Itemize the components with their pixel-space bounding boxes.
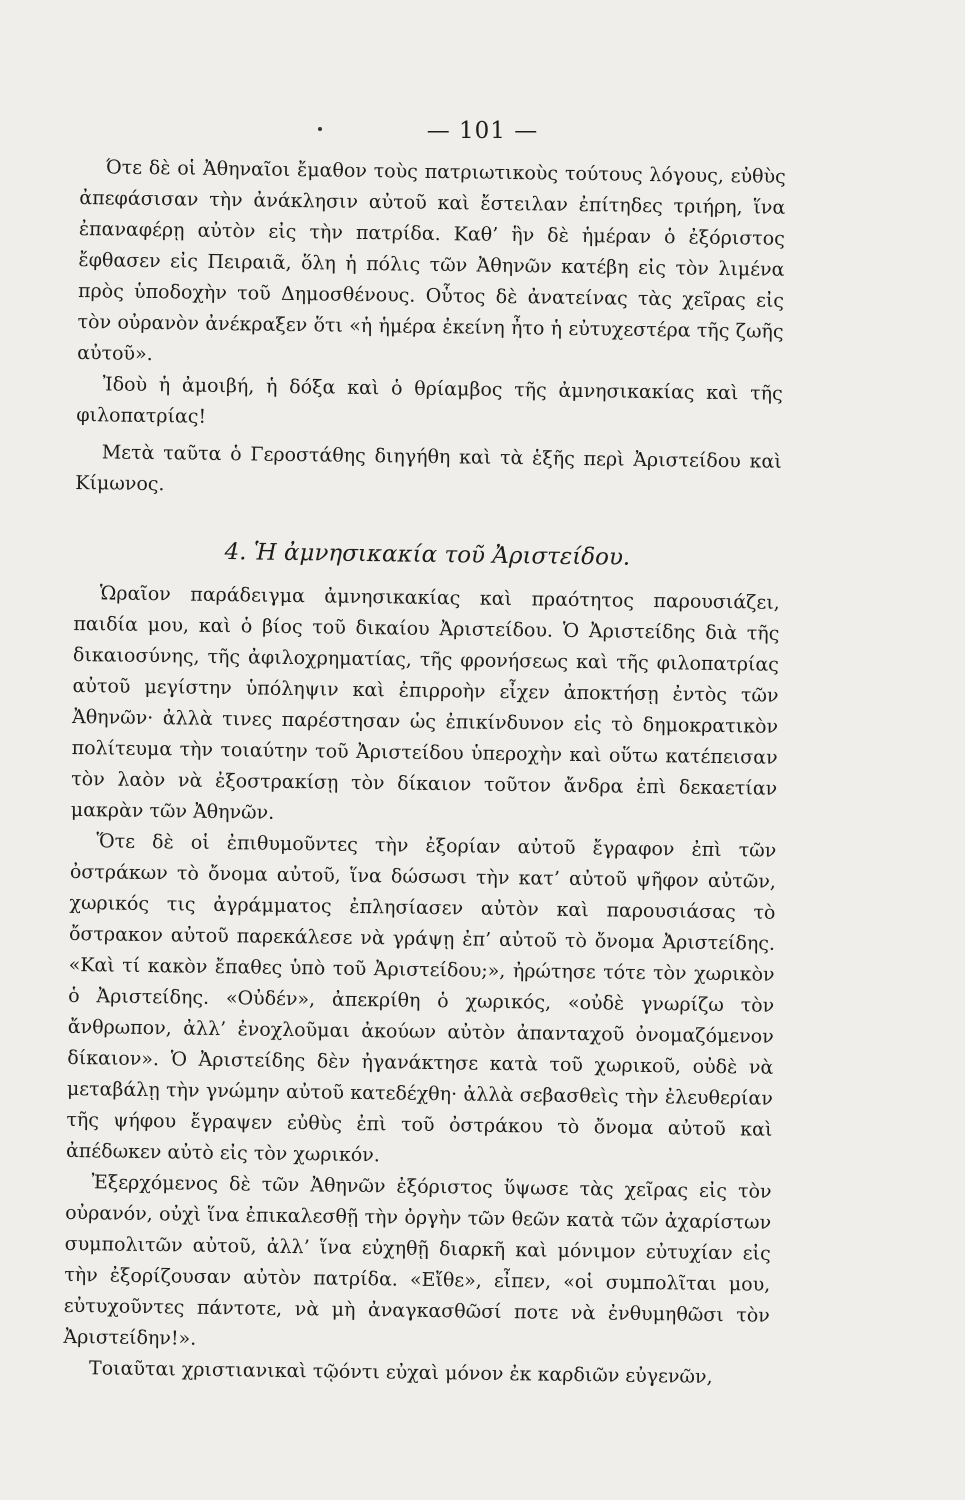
paragraph: Ἰδοὺ ἡ ἀμοιβή, ἡ δόξα καὶ ὁ θρίαμβος τῆς ἀμνησικακίας καὶ τῆς φιλοπατρίας! <box>76 373 783 428</box>
section-heading: 4. Ἡ ἀμνησικακία τοῦ Ἀριστείδου. <box>224 539 631 571</box>
ink-dot <box>318 127 322 131</box>
paragraph: Ὡραῖον παράδειγμα ἀμνησικακίας καὶ πραότητος παρουσιάζει, παιδία μου, καὶ ὁ βίος τοῦ δικαίου Ἀριστείδου. Ὁ Ἀριστείδης διὰ τῆς δικαιοσύνης, τῆς ἀφιλοχρηματίας, τῆς φρονήσεως καὶ τῆς φιλοπατρίας αὐτοῦ μεγίστην ὑπόληψιν καὶ ἐπιρροὴν εἶχεν ἀποκτήσῃ ἐντὸς τῶν Ἀθηνῶν· ἀλλὰ τινες παρέστησαν ὡς ἐπικίνδυνον εἰς τὸ δημοκρατικὸν πολίτευμα τὴν τοιαύτην τοῦ Ἀριστείδου ὑπεροχὴν καὶ οὕτω κατέπεισαν τὸν λαὸν νὰ ἐξοστρακίσῃ τὸν δίκαιον τοῦτον ἄνδρα ἐπὶ δεκαετίαν μακρὰν τῶν Ἀθηνῶν. <box>70 582 780 824</box>
body-text <box>63 152 786 1394</box>
paragraph: Ἐξερχόμενος δὲ τῶν Ἀθηνῶν ἐξόριστος ὕψωσε τὰς χεῖρας εἰς τὸν οὐρανόν, οὐχὶ ἵνα ἐπικαλεσθῇ τὴν ὀργὴν τῶν θεῶν κατὰ τῶν ἀχαρίστων συμπολιτῶν αὐτοῦ, ἀλλ’ ἵνα εὐχηθῇ διαρκῆ καὶ μόνιμον εὐτυχίαν εἰς τὴν ἐξορίζουσαν αὐτὸν πατρίδα. «Εἴθε», εἶπεν, «οἱ συμπολῖται μου, εὐτυχοῦντες πάντοτε, νὰ μὴ ἀναγκασθῶσί ποτε νὰ ἐνθυμηθῶσι τὸν Ἀριστείδην!». <box>63 1171 772 1350</box>
page-header <box>0 118 965 144</box>
paragraph: Μετὰ ταῦτα ὁ Γεροστάθης διηγήθη καὶ τὰ ἑξῆς περὶ Ἀριστείδου καὶ Κίμωνος. <box>75 441 782 496</box>
paragraph: Ότε δὲ οἱ Ἀθηναῖοι ἔμαθον τοὺς πατριωτικοὺς τούτους λόγους, εὐθὺς ἀπεφάσισαν τὴν ἀνάκλησιν αὐτοῦ καὶ ἔστειλαν ἐπίτηδες τριήρη, ἵνα ἐπαναφέρῃ αὐτὸν εἰς τὴν πατρίδα. Καθ’ ἣν δὲ ἡμέραν ὁ ἐξόριστος ἔφθασεν εἰς Πειραιᾶ, ὅλη ἡ πόλις τῶν Ἀθηνῶν κατέβη εἰς τὸν λιμένα πρὸς ὑποδοχὴν τοῦ Δημοσθένους. Οὗτος δὲ ἀνατείνας τὰς χεῖρας εἰς τὸν οὐρανὸν ἀνέκραξεν ὅτι «ἡ ἡμέρα ἐκείνη ἦτο ἡ εὐτυχεστέρα τῆς ζωῆς αὐτοῦ». <box>77 156 786 366</box>
paragraph: Τοιαῦται χριστιανικαὶ τῷόντι εὐχαὶ μόνον ἐκ καρδιῶν εὐγενῶν, <box>88 1357 713 1388</box>
paragraph: Ὅτε δὲ οἱ ἐπιθυμοῦντες τὴν ἐξορίαν αὐτοῦ ἔγραφον ἐπὶ τῶν ὀστράκων τὸ ὄνομα αὐτοῦ, ἵνα δώσωσι τὴν κατ’ αὐτοῦ ψῆφον αὐτῶν, χωρικός τις ἀγράμματος ἐπλησίασεν αὐτὸν καὶ παρουσιάσας τὸ ὄστρακον αὐτοῦ παρεκάλεσε νὰ γράψῃ ἐπ’ αὐτοῦ τὸ ὄνομα Ἀριστείδης. «Καὶ τί κακὸν ἔπαθες ὑπὸ τοῦ Ἀριστείδου;», ἠρώτησε τότε τὸν χωρικὸν ὁ Ἀριστείδης. «Οὐδέν», ἀπεκρίθη ὁ χωρικός, «οὐδὲ γνωρίζω τὸν ἄνθρωπον, ἀλλ’ ἐνοχλοῦμαι ἀκούων αὐτὸν ἀπανταχοῦ ὀνομαζόμενον δίκαιον». Ὁ Ἀριστείδης δὲν ἠγανάκτησε κατὰ τοῦ χωρικοῦ, οὐδὲ νὰ μεταβάλῃ τὴν γνώμην αὐτοῦ κατεδέχθη· ἀλλὰ σεβασθεὶς τὴν ἐλευθερίαν τῆς ψήφου ἔγραψεν εὐθὺς ἐπὶ τοῦ ὀστράκου τὸ ὄνομα αὐτοῦ καὶ ἀπέδωκεν αὐτὸ εἰς τὸν χωρικόν. <box>65 830 777 1167</box>
page-number: — 101 — <box>426 118 539 144</box>
